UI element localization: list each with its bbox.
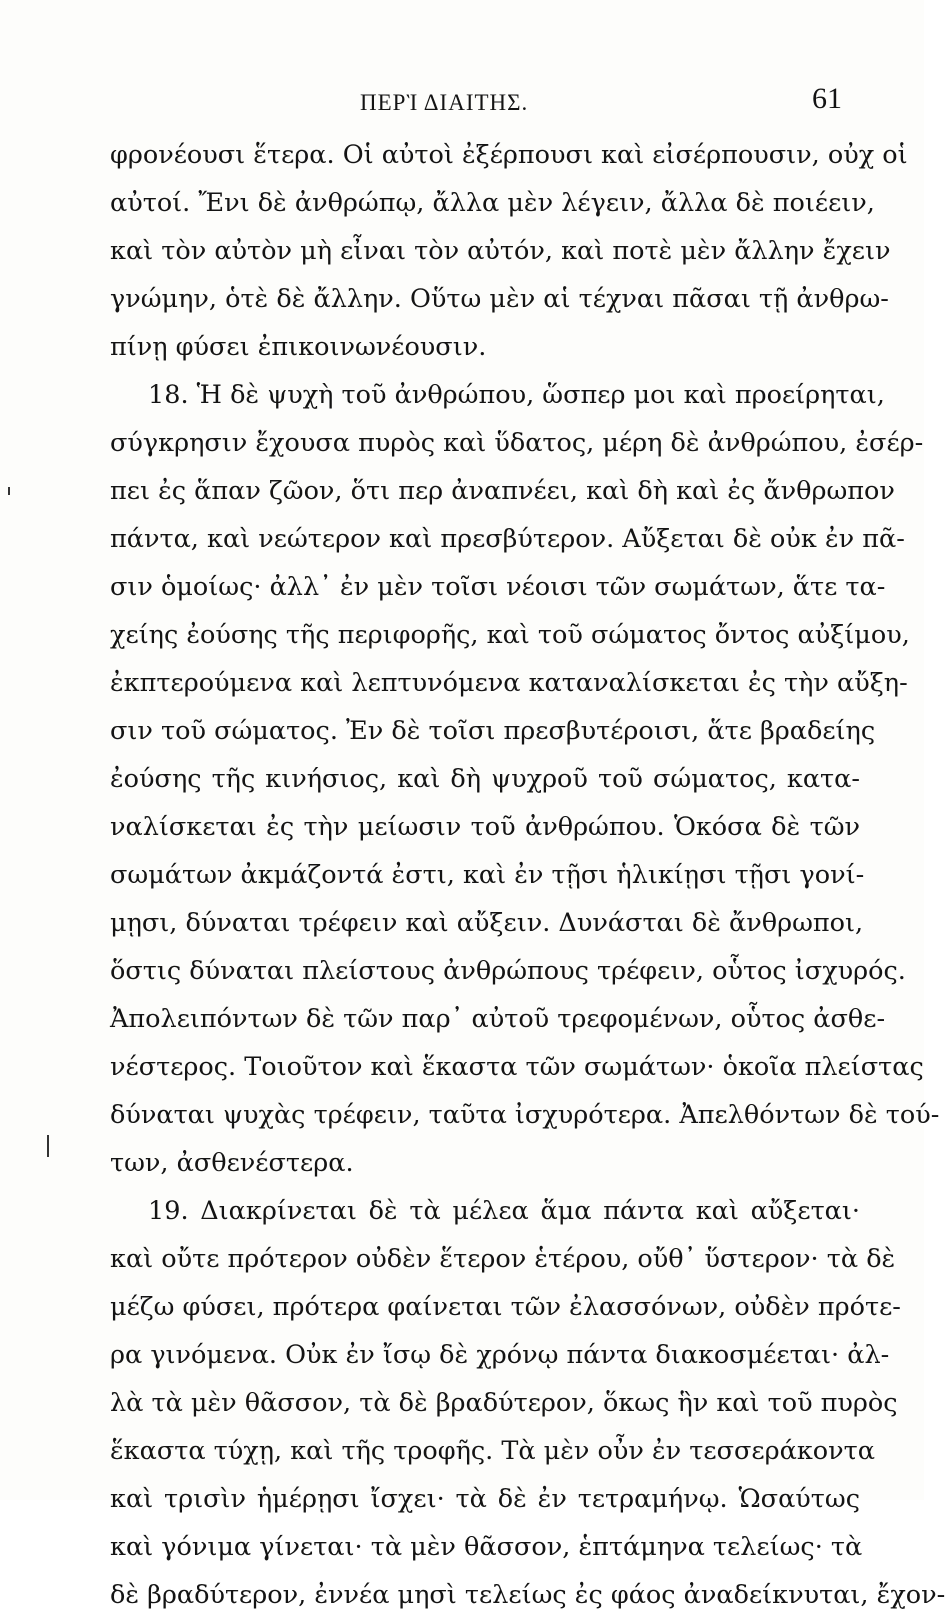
text-line: ἐούσης τῆς κινήσιος, καὶ δὴ ψυχροῦ τοῦ σώματος, κατα- <box>110 764 860 794</box>
text-line: μέζω φύσει, πρότερα φαίνεται τῶν ἐλασσόνων, οὐδὲν πρότε- <box>110 1292 901 1322</box>
text-line: αὐτοί. Ἔνι δὲ ἀνθρώπῳ, ἄλλα μὲν λέγειν, ἄλλα δὲ ποιέειν, <box>110 188 875 218</box>
text-line: καὶ γόνιμα γίνεται· τὰ μὲν θᾶσσον, ἑπτάμηνα τελείως· τὰ <box>110 1532 863 1562</box>
text-line: χείης ἐούσης τῆς περιφορῆς, καὶ τοῦ σώματος ὄντος αὐξίμου, <box>110 620 910 650</box>
text-line: ὅστις δύναται πλείστους ἀνθρώπους τρέφειν, οὗτος ἰσχυρός. <box>110 956 906 986</box>
page-number: 61 <box>812 82 842 115</box>
text-line: σιν τοῦ σώματος. Ἐν δὲ τοῖσι πρεσβυτέροισι, ἅτε βραδείης <box>110 716 876 746</box>
text-line: Ἀπολειπόντων δὲ τῶν παρ᾽ αὐτοῦ τρεφομένων, οὗτος ἀσθε- <box>110 1004 886 1034</box>
text-line: πάντα, καὶ νεώτερον καὶ πρεσβύτερον. Αὔξεται δὲ οὐκ ἐν πᾶ- <box>110 524 905 554</box>
text-line: νέστερος. Τοιοῦτον καὶ ἕκαστα τῶν σωμάτων· ὁκοῖα πλείστας <box>110 1052 924 1082</box>
section-18-start: 18. Ἡ δὲ ψυχὴ τοῦ ἀνθρώπου, ὥσπερ μοι καὶ προείρηται, <box>148 380 885 410</box>
text-line: σύγκρησιν ἔχουσα πυρὸς καὶ ὕδατος, μέρη δὲ ἀνθρώπου, ἐσέρ- <box>110 428 924 458</box>
text-line: ρα γινόμενα. Οὐκ ἐν ἴσῳ δὲ χρόνῳ πάντα διακοσμέεται· ἀλ- <box>110 1340 890 1370</box>
margin-mark-top <box>8 487 10 495</box>
text-line: ναλίσκεται ἐς τὴν μείωσιν τοῦ ἀνθρώπου. Ὁκόσα δὲ τῶν <box>110 812 860 842</box>
text-line: καὶ τὸν αὐτὸν μὴ εἶναι τὸν αὐτόν, καὶ ποτὲ μὲν ἄλλην ἔχειν <box>110 236 891 266</box>
text-line: των, ἀσθενέστερα. <box>110 1148 354 1178</box>
text-line: μῃσι, δύναται τρέφειν καὶ αὔξειν. Δυνάσται δὲ ἄνθρωποι, <box>110 908 864 938</box>
section-19-start: 19. Διακρίνεται δὲ τὰ μέλεα ἅμα πάντα καὶ αὔξεται· <box>148 1196 860 1226</box>
running-title: ΠΕΡῚ ΔΙΑΙΤΗΣ. <box>360 90 529 115</box>
text-line: δύναται ψυχὰς τρέφειν, ταῦτα ἰσχυρότερα. Ἀπελθόντων δὲ τού- <box>110 1100 940 1130</box>
text-line: λὰ τὰ μὲν θᾶσσον, τὰ δὲ βραδύτερον, ὅκως ἣν καὶ τοῦ πυρὸς <box>110 1388 898 1418</box>
text-line: φρονέουσι ἕτερα. Οἱ αὐτοὶ ἐξέρπουσι καὶ εἰσέρπουσιν, οὐχ οἱ <box>110 140 908 170</box>
text-line: πει ἐς ἅπαν ζῶον, ὅτι περ ἀναπνέει, καὶ δὴ καὶ ἐς ἄνθρωπον <box>110 476 895 506</box>
text-line: δὲ βραδύτερον, ἐννέα μησὶ τελείως ἐς φάος ἀναδείκνυται, ἔχον- <box>110 1580 945 1610</box>
text-line: ἐκπτερούμενα καὶ λεπτυνόμενα καταναλίσκεται ἐς τὴν αὔξη- <box>110 668 908 698</box>
margin-mark-bottom <box>47 1135 49 1157</box>
text-line: ἕκαστα τύχῃ, καὶ τῆς τροφῆς. Τὰ μὲν οὖν ἐν τεσσεράκοντα <box>110 1436 875 1466</box>
text-line: καὶ τρισὶν ἡμέρῃσι ἴσχει· τὰ δὲ ἐν τετραμήνῳ. Ὡσαύτως <box>110 1484 860 1514</box>
text-line: γνώμην, ὁτὲ δὲ ἄλλην. Οὕτω μὲν αἱ τέχναι πᾶσαι τῇ ἀνθρω- <box>110 284 889 314</box>
text-line: πίνῃ φύσει ἐπικοινωνέουσιν. <box>110 332 487 362</box>
running-head <box>0 82 924 122</box>
text-line: καὶ οὔτε πρότερον οὐδὲν ἕτερον ἑτέρου, οὔθ᾽ ὕστερον· τὰ δὲ <box>110 1244 896 1274</box>
text-line: σωμάτων ἀκμάζοντά ἐστι, καὶ ἐν τῇσι ἡλικίῃσι τῇσι γονί- <box>110 860 865 890</box>
text-line: σιν ὁμοίως· ἀλλ᾽ ἐν μὲν τοῖσι νέοισι τῶν σωμάτων, ἅτε τα- <box>110 572 886 602</box>
